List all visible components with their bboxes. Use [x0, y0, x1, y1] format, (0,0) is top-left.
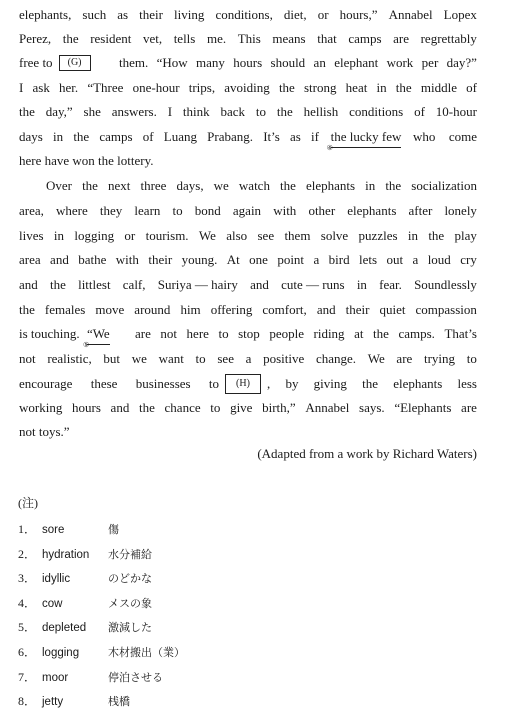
word: to [195, 351, 206, 366]
word: middle [420, 80, 457, 95]
note-term: jetty [42, 696, 64, 709]
word: bathe [78, 252, 107, 267]
word: We [367, 351, 385, 366]
word: fear. [379, 277, 402, 292]
p2-line-8 [19, 349, 477, 369]
word: around [134, 302, 171, 317]
word: next [108, 178, 131, 193]
note-term: depleted [42, 622, 87, 635]
word: who [412, 129, 436, 144]
word: day,” [45, 104, 73, 119]
word: encourage [19, 376, 73, 391]
word: Over [46, 178, 72, 193]
word: It’s [263, 129, 280, 144]
word: after [408, 203, 433, 218]
word: “Three [87, 80, 124, 95]
word: Annabel [388, 7, 433, 22]
word: tells [173, 31, 196, 46]
word: strong [304, 80, 337, 95]
note-item [18, 642, 185, 662]
word: giving [313, 376, 347, 391]
word: “How [156, 55, 188, 70]
note-item [18, 667, 163, 687]
word: 10-hour [435, 104, 477, 119]
p1-line-6-end [413, 127, 477, 147]
note-meaning: 水分補給 [108, 547, 152, 561]
word: the [395, 80, 412, 95]
word: with [115, 252, 139, 267]
word: move [95, 302, 125, 317]
p2-line-9-start [19, 374, 219, 394]
word: logging [74, 228, 115, 243]
word: elephants [393, 376, 443, 391]
word: the [19, 302, 35, 317]
word: one-hour [132, 80, 180, 95]
word: to [208, 376, 219, 391]
note-meaning: 傷 [108, 523, 119, 536]
word: socialization [411, 178, 477, 193]
word: of [414, 104, 425, 119]
p2-line-11 [19, 422, 477, 442]
word: are [393, 31, 409, 46]
p1-line-6 [19, 127, 477, 152]
note-item [18, 593, 152, 613]
word: the [82, 178, 98, 193]
word: the [280, 178, 296, 193]
word: and [110, 400, 130, 415]
word: hellish [303, 104, 339, 119]
word: realistic, [47, 351, 92, 366]
word: them. [119, 55, 149, 70]
word: by [285, 376, 299, 391]
note-meaning: メスの象 [108, 596, 152, 610]
word: elephants [305, 178, 356, 193]
note-number: 6． [18, 645, 37, 659]
word: hours [233, 55, 263, 70]
word: also [226, 228, 248, 243]
word: in [53, 129, 64, 144]
p2-line-5 [19, 275, 477, 295]
word: or [124, 228, 136, 243]
word: We [198, 228, 216, 243]
word: as [290, 129, 301, 144]
word: day?” [446, 55, 477, 70]
p2-line-1 [46, 176, 477, 196]
note-item [18, 544, 152, 564]
word: regrettably [420, 31, 477, 46]
note-item [18, 519, 119, 539]
word: in [53, 228, 65, 243]
word: heat [345, 80, 368, 95]
word: offering [210, 302, 253, 317]
word: at [354, 326, 364, 341]
word: I [167, 104, 173, 119]
word: but [103, 351, 121, 366]
word: the [19, 104, 35, 119]
word: riding [313, 326, 345, 341]
word: loud [427, 252, 451, 267]
note-number: 7． [18, 669, 37, 684]
note-number: 5． [18, 620, 37, 635]
word: , [267, 376, 271, 391]
word: these [90, 376, 118, 391]
word: puzzles [358, 228, 398, 243]
underlined-text-4: the lucky few [330, 128, 402, 144]
word: to [218, 326, 229, 341]
blank-g: (G) [59, 55, 91, 71]
word: lives [19, 228, 44, 243]
word: Luang [163, 129, 197, 144]
word: says. [359, 400, 385, 415]
p1-line-3 [19, 53, 477, 73]
p2-line-10 [19, 398, 477, 418]
attribution: (Adapted from a work by Richard Waters) [257, 446, 477, 461]
marker-4: ④ [326, 143, 333, 152]
p2-line-7 [19, 324, 477, 349]
word: want [158, 351, 184, 366]
word: the [138, 400, 155, 415]
word: trips, [188, 80, 216, 95]
note-term: logging [42, 647, 80, 659]
word: businesses [135, 376, 191, 391]
word: area [19, 252, 41, 267]
word: hours,” [339, 7, 378, 22]
p2-line-7-end [135, 324, 477, 344]
word: comfort, [262, 302, 307, 317]
word: with [273, 203, 297, 218]
word: out [386, 252, 404, 267]
word: come [448, 129, 477, 144]
word: means [272, 31, 306, 46]
word: diet, [283, 7, 307, 22]
word: and [250, 277, 269, 292]
word: elephants, [19, 7, 72, 22]
p2-line-11-text: not toys.” [19, 424, 70, 439]
word: the [428, 228, 445, 243]
p2-line-9-end [267, 374, 477, 394]
p1-line-7 [19, 151, 477, 171]
word: to [210, 400, 221, 415]
note-meaning: 木材搬出（業） [108, 646, 185, 659]
note-meaning: 激減した [108, 621, 152, 635]
word: that [317, 31, 337, 46]
word: are [461, 400, 477, 415]
word: three [140, 178, 167, 193]
word: the [278, 80, 295, 95]
word: days, [176, 178, 204, 193]
word: camps. [398, 326, 435, 341]
word: should [270, 55, 306, 70]
word: resident [90, 31, 132, 46]
word: one [249, 252, 268, 267]
word: here [186, 326, 209, 341]
word: we [213, 178, 229, 193]
word: camps [99, 129, 133, 144]
word: I [19, 80, 24, 95]
word: their [139, 7, 163, 22]
blank-h: (H) [225, 374, 261, 394]
word: young. [181, 252, 218, 267]
word: not [160, 326, 178, 341]
note-meaning: のどかな [108, 572, 152, 586]
word: conditions, [215, 7, 273, 22]
note-number: 3． [18, 571, 37, 586]
word: him [180, 302, 201, 317]
word: a [412, 252, 419, 267]
word: the [73, 129, 90, 144]
word: and [316, 302, 336, 317]
word: stop [238, 326, 260, 341]
word: an [313, 55, 326, 70]
word: conditions [349, 104, 404, 119]
note-number: 4． [18, 595, 37, 610]
word: calf, [122, 277, 146, 292]
p2-line-9 [19, 374, 477, 394]
p1-line-3-start: free to [19, 55, 53, 70]
word: her. [59, 80, 79, 95]
word: chance [164, 400, 201, 415]
word: per [421, 55, 439, 70]
word: This [237, 31, 261, 46]
note-term: hydration [42, 548, 90, 561]
p1-line-4 [19, 78, 477, 98]
word: That’s [444, 326, 477, 341]
word: bond [194, 203, 221, 218]
underlined-text-5: “We [86, 325, 110, 341]
word: of [466, 80, 477, 95]
p1-line-1 [19, 5, 477, 25]
word: the [276, 104, 293, 119]
word: their [148, 252, 173, 267]
word: where [56, 203, 88, 218]
word: play [454, 228, 477, 243]
word: in [356, 277, 367, 292]
note-item [18, 691, 130, 711]
word: their [345, 302, 370, 317]
note-meaning: 桟橋 [108, 695, 130, 709]
word: give [230, 400, 253, 415]
word: lets [359, 252, 378, 267]
word: Lopex [443, 7, 477, 22]
word: hours [72, 400, 101, 415]
note-item [18, 617, 152, 637]
p1-line-7-text: here have won the lottery. [19, 153, 154, 168]
word: as [117, 7, 129, 22]
note-term: moor [42, 671, 69, 684]
note-term: sore [42, 524, 65, 536]
word: positive [263, 351, 305, 366]
word: vet, [142, 31, 163, 46]
word: tourism. [145, 228, 189, 243]
word: they [99, 203, 123, 218]
word: me. [206, 31, 227, 46]
word: to [172, 203, 183, 218]
word: she [83, 104, 101, 119]
word: answers. [111, 104, 157, 119]
p1-line-2 [19, 29, 477, 49]
word: Prabang. [207, 129, 254, 144]
word: area, [19, 203, 44, 218]
notes-title: (注) [18, 496, 38, 510]
p2-line-7-start: is touching. [19, 326, 80, 341]
note-item [18, 568, 152, 588]
word: the [49, 277, 66, 292]
word: Soundlessly [414, 277, 477, 292]
word: a [313, 252, 320, 267]
p1-line-5 [19, 102, 477, 122]
word: back [220, 104, 246, 119]
word: learn [134, 203, 161, 218]
word: if [311, 129, 319, 144]
underlined-phrase-5 [82, 324, 110, 349]
word: living [174, 7, 205, 22]
word: solve [320, 228, 349, 243]
word: again [232, 203, 262, 218]
word: a [245, 351, 252, 366]
word: camps [348, 31, 382, 46]
word: the [62, 31, 79, 46]
note-number: 8． [18, 694, 37, 709]
word: cry [460, 252, 477, 267]
p1-line-6-start [19, 127, 319, 147]
note-term: idyllic [42, 573, 71, 586]
word: to [466, 351, 477, 366]
word: the [373, 326, 389, 341]
word: elephants [347, 203, 397, 218]
word: watch [238, 178, 270, 193]
word: we [131, 351, 147, 366]
word: think [182, 104, 210, 119]
note-number: 1． [18, 522, 37, 536]
word: Suriya — hairy [157, 277, 238, 292]
note-term: cow [42, 597, 63, 610]
word: are [134, 326, 151, 341]
word: see [257, 228, 275, 243]
word: elephant [334, 55, 379, 70]
p1-line-3-rest [119, 53, 477, 73]
word: trying [423, 351, 456, 366]
note-meaning: 停泊させる [108, 670, 163, 684]
word: point [277, 252, 305, 267]
word: such [82, 7, 107, 22]
word: less [457, 376, 477, 391]
marker-5: ⑤ [82, 340, 90, 349]
word: avoiding [224, 80, 270, 95]
word: of [142, 129, 154, 144]
word: other [308, 203, 336, 218]
word: the [362, 376, 378, 391]
word: bird [328, 252, 350, 267]
p2-line-2 [19, 201, 477, 221]
word: people [269, 326, 304, 341]
word: littlest [78, 277, 111, 292]
word: see [217, 351, 234, 366]
word: in [376, 80, 387, 95]
word: ask [32, 80, 50, 95]
word: and [50, 252, 69, 267]
p2-line-3 [19, 226, 477, 246]
word: many [196, 55, 225, 70]
word: days [19, 129, 43, 144]
word: Perez, [19, 31, 52, 46]
word: working [19, 400, 63, 415]
word: quiet [379, 302, 406, 317]
word: them [284, 228, 311, 243]
word: compassion [415, 302, 477, 317]
word: work [386, 55, 414, 70]
note-number: 2． [18, 546, 37, 561]
word: are [396, 351, 413, 366]
word: or [317, 7, 329, 22]
word: lonely [444, 203, 477, 218]
word: birth,” [262, 400, 296, 415]
word: the [385, 178, 402, 193]
word: to [255, 104, 266, 119]
word: cute — runs [281, 277, 345, 292]
p2-line-6 [19, 300, 477, 320]
word: in [407, 228, 418, 243]
word: “Elephants [394, 400, 452, 415]
word: and [19, 277, 38, 292]
word: females [44, 302, 86, 317]
word: not [19, 351, 36, 366]
underlined-phrase-4 [326, 127, 402, 152]
word: in [365, 178, 376, 193]
word: At [226, 252, 240, 267]
word: Annabel [305, 400, 350, 415]
word: change. [315, 351, 357, 366]
p2-line-4 [19, 250, 477, 270]
